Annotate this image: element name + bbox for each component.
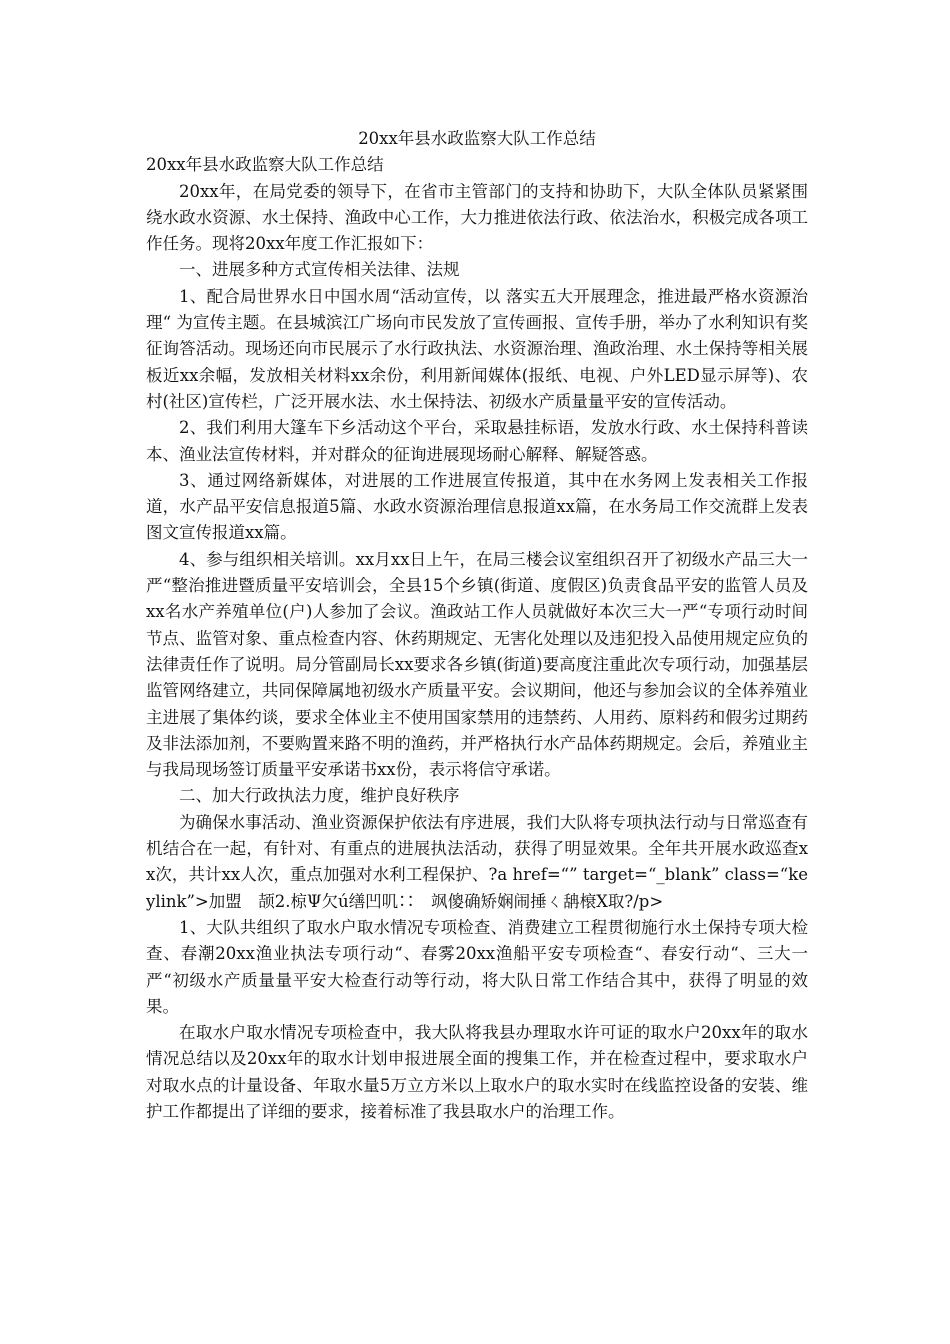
paragraph-item-2: 2、我们利用大篷车下乡活动这个平台，采取悬挂标语，发放水行政、水土保持科普读本、渔业法宣传材料，并对群众的征询进展现场耐心解释、解疑答惑。 xyxy=(146,418,808,464)
section-heading-publicity: 一、进展多种方式宣传相关法律、法规 xyxy=(179,260,460,280)
document-page xyxy=(146,126,808,1125)
intro-paragraph: 20xx年，在局党委的领导下，在省市主管部门的支持和协助下，大队全体队员紧紧围绕水政水资源、水土保持、渔政中心工作，大力推进依法行政、依法治水，积极完成各项工作任务。现将20xx年度工作汇报如下： xyxy=(146,181,808,254)
paragraph-item-3: 3、通过网络新媒体，对进展的工作进展宣传报道，其中在水务网上发表相关工作报道，水产品平安信息报道5篇、水政水资源治理信息报道xx篇，在水务局工作交流群上发表图文宣传报道xx篇。 xyxy=(146,470,808,543)
section-heading-enforcement: 二、加大行政执法力度，维护良好秩序 xyxy=(179,786,460,806)
paragraph-item-4: 4、参与组织相关培训。xx月xx日上午，在局三楼会议室组织召开了初级水产品三大一严“整治推进暨质量平安培训会，全县15个乡镇(街道、度假区)负责食品平安的监管人员及xx名水产养殖单位(户)人参加了会议。渔政站工作人员就做好本次三大一严“专项行动时间节点、监管对象、重点检查内容、休药期规定、无害化处理以及违犯投入品使用规定应负的法律责任作了说明。局分管副局长xx要求各乡镇(街道)要高度注重此次专项行动，加强基层监管网络建立，共同保障属地初级水产质量平安。会议期间，他还与参加会议的全体养殖业主进展了集体约谈，要求全体业主不使用国家禁用的违禁药、人用药、原料药和假劣过期药及非法添加剂，不要购置来路不明的渔药，并严格执行水产品体药期规定。会后，养殖业主与我局现场签订质量平安承诺书xx份，表示将信守承诺。 xyxy=(146,549,808,780)
document-title: 20xx年县水政监察大队工作总结 xyxy=(358,129,596,148)
paragraph-item-1: 1、配合局世界水日中国水周“活动宣传，以 落实五大开展理念，推进最严格水资源治理“ 为宣传主题。在县城滨江广场向市民发放了宣传画报、宣传手册，举办了水利知识有奖征询答活动。现场还向市民展示了水行政执法、水资源治理、渔政治理、水土保持等相关展板近xx余幅，发放相关材料xx余份，利用新闻媒体(报纸、电视、户外LED显示屏等)、农村(社区)宣传栏，广泛开展水法、水土保持法、初级水产质量量平安的宣传活动。 xyxy=(146,286,808,411)
enforcement-item-1: 1、大队共组织了取水户取水情况专项检查、消费建立工程贯彻施行水土保持专项大检查、春潮20xx渔业执法专项行动“、春雾20xx渔船平安专项检查“、春安行动“、三大一严“初级水产质量量平安大检查行动等行动，将大队日常工作结合其中，获得了明显的效果。 xyxy=(146,917,808,1016)
water-intake-paragraph: 在取水户取水情况专项检查中，我大队将我县办理取水许可证的取水户20xx年的取水情况总结以及20xx年的取水计划申报进展全面的搜集工作，并在检查过程中，要求取水户对取水点的计量设备、年取水量5万立方米以上取水户的取水实时在线监控设备的安装、维护工作都提出了详细的要求，接着标准了我县取水户的治理工作。 xyxy=(146,1023,808,1121)
enforcement-paragraph: 为确保水事活动、渔业资源保护依法有序进展，我们大队将专项执法行动与日常巡查有机结合在一起，有针对、有重点的进展执法活动，获得了明显效果。全年共开展水政巡查xx次，共计xx人次，重点加强对水利工程保护、?a href=“” target=“_blank” class=“keylink”>加盟 颉2.椋Ψ欠ú缮凹叽∷ 飒傻确矫娴闹捶ㄑ舑榱X取?/p> xyxy=(146,812,808,911)
document-subtitle: 20xx年县水政监察大队工作总结 xyxy=(146,155,384,175)
